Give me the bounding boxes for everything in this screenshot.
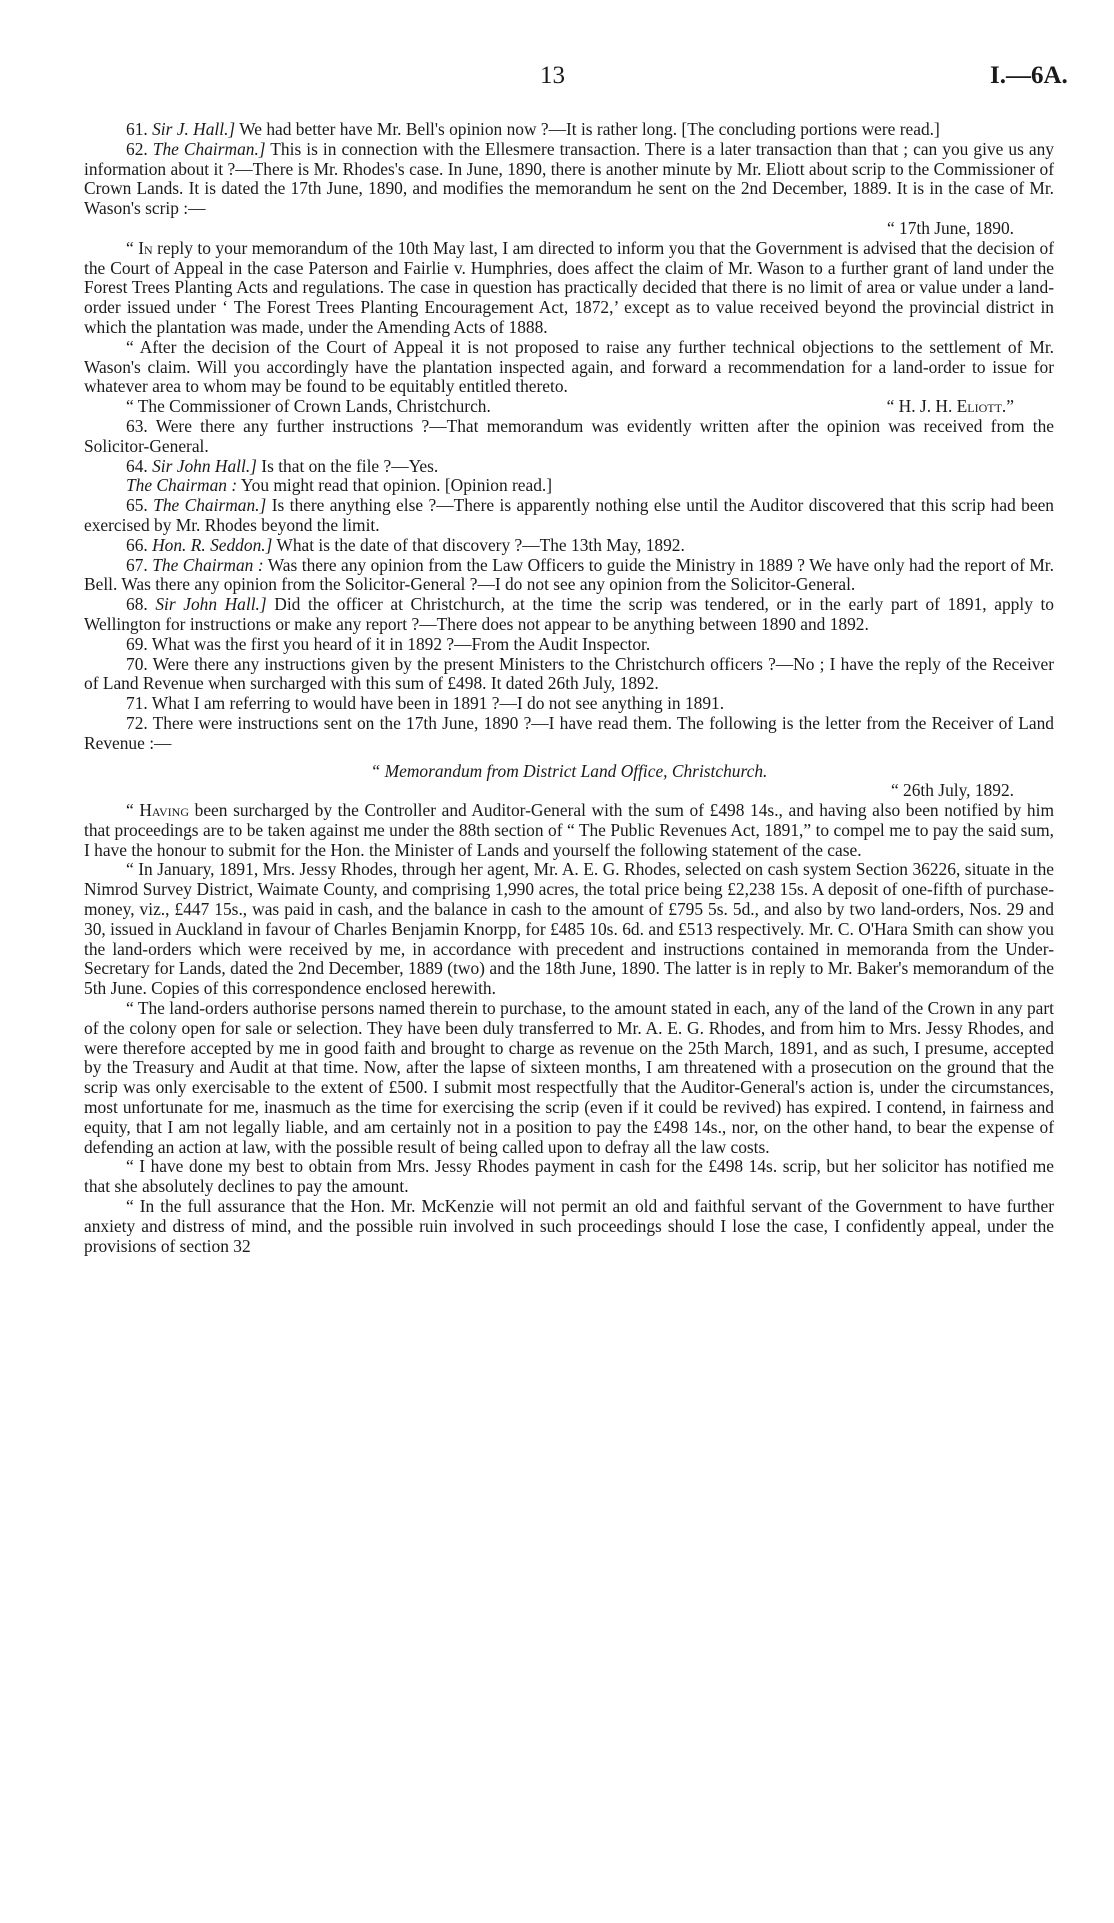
document-reference: I.—6A. [990,62,1068,89]
memorandum-paragraph: “ Having been surcharged by the Controller and Auditor-General with the sum of £498 14s., and having also been notified by him that proceedings are to be taken against me under the 88th section of “ The Public Revenues Act, 1891,” to compel me to pay the said sum, I have the honour to submit for the Hon. the Minister of Lands and yourself the following statement of the case. [84,800,1054,860]
page-number: 13 [540,62,565,89]
paragraph-61: 61. Sir J. Hall.] We had better have Mr. Bell's opinion now ?—It is rather long. [The concluding portions were read.] [126,119,940,139]
letter-paragraph: “ After the decision of the Court of Appeal it is not proposed to raise any further technical objections to the settlement of Mr. Wason's claim. Will you accordingly have the plantation inspected again, and forward a recommendation for a land-order to issue for whatever area to whom may be found to be equitably entitled thereto. [84,336,1054,397]
paragraph-67: 67. The Chairman : Was there any opinion from the Law Officers to guide the Ministry in 1889 ? We have only had the report of Mr. Bell. Was there any opinion from the Solicitor-General ?—I do not see any opinion from the Solicitor-General. [84,554,1054,595]
paragraph-69: 69. What was the first you heard of it in 1892 ?—From the Audit Inspector. [126,633,651,654]
paragraph-71: 71. What I am referring to would have been in 1891 ?—I do not see anything in 1891. [126,693,725,714]
paragraph-62: 62. The Chairman.] This is in connection with the Ellesmere transaction. There is a later transaction than that ; can you give us any information about it ?—There is Mr. Rhodes's case. In June, 1890, there is another minute by Mr. Eliott about scrip to the Commissioner of Crown Lands. It is dated the 17th June, 1890, and modifies the memorandum he sent on the 2nd December, 1889. It is in the case of Mr. Wason's scrip :— [84,138,1054,219]
memorandum-date: “ 26th July, 1892. [890,780,1014,801]
letter-addressee: “ The Commissioner of Crown Lands, Christchurch. [126,396,491,417]
memorandum-heading: “ Memorandum from District Land Office, Christchurch. [370,760,768,781]
paragraph-63: 63. Were there any further instructions ?—That memorandum was evidently written after the opinion was received from the Solicitor-General. [84,415,1054,456]
memorandum-paragraph: “ The land-orders authorise persons named therein to purchase, to the amount stated in each, any of the land of the Crown in any part of the colony open for sale or selection. They have been duly transferred to Mr. A. E. G. Rhodes, and from him to Mrs. Jessy Rhodes, and were therefore accepted by me in good faith and brought to charge as revenue on the 25th March, 1891, and as such, I presume, accepted by the Treasury and Audit at that time. Now, after the lapse of sixteen months, I am threatened with a prosecution on the ground that the scrip was only exercisable to the extent of £500. I submit most respectfully that the Auditor-General's action is, under the circumstances, most unfortunate for me, inasmuch as the time for exercising the scrip (even if it could be revived) has expired. I contend, in fairness and equity, that I am not legally liable, and am certainly not in a position to pay the £498 14s., nor, on the other hand, to bear the expense of defending an action at law, with the possible result of being called upon to defray all the law costs. [84,998,1054,1157]
paragraph-64: 64. Sir John Hall.] Is that on the file ?—Yes. [126,455,439,476]
paragraph-68: 68. Sir John Hall.] Did the officer at Christchurch, at the time the scrip was tendered, or in the early part of 1891, apply to Wellington for instructions or make any report ?—There does not appear to be anything between 1890 and 1892. [84,594,1055,634]
paragraph-66: 66. Hon. R. Seddon.] What is the date of that discovery ?—The 13th May, 1892. [126,534,685,555]
letter-paragraph: “ In reply to your memorandum of the 10th May last, I am directed to inform you that the Government is advised that the decision of the Court of Appeal in the case Paterson and Fairlie v. Humphries, does affect the claim of Mr. Wason to a further grant of land under the Forest Trees Planting Acts and regulations. The case in question has practically decided that there is no limit of area or value under a land-order issued under ‘ The Forest Trees Planting Encouragement Act, 1872,’ except as to value received beyond the provincial district in which the plantation was made, under the Amending Acts of 1888. [84,237,1054,337]
letter-signature: “ H. J. H. Eliott.” [886,396,1014,417]
letter-signature-line [84,397,1054,417]
paragraph-72: 72. There were instructions sent on the 17th June, 1890 ?—I have read them. The following is the letter from the Receiver of Land Revenue :— [84,712,1054,753]
memorandum-paragraph: “ In January, 1891, Mrs. Jessy Rhodes, through her agent, Mr. A. E. G. Rhodes, selected on cash system Section 36226, situate in the Nimrod Survey District, Waimate County, and comprising 1,990 acres, the total price being £2,238 15s. A deposit of one-fifth of purchase-money, viz., £447 15s., was paid in cash, and the balance in cash to the amount of £795 5s. 5d., and also by two land-orders, Nos. 29 and 30, issued in Auckland in favour of Charles Benjamin Knorpp, for £485 10s. 6d. and £513 respectively. Mr. C. O'Hara Smith can show you the land-orders which were received by me, in accordance with precedent and instructions contained in memoranda from the Under-Secretary for Lands, dated the 2nd December, 1889 (two) and the 18th June, 1890. The latter is in reply to Mr. Baker's memorandum of the 5th June. Copies of this correspondence enclosed herewith. [84,859,1054,999]
memorandum-paragraph: “ In the full assurance that the Hon. Mr. McKenzie will not permit an old and faithful servant of the Government to have further anxiety and distress of mind, and the possible ruin involved in such proceedings should I lose the case, I confidently appeal, under the provisions of section 32 [84,1196,1054,1256]
paragraph-70: 70. Were there any instructions given by the present Ministers to the Christchurch officers ?—No ; I have the reply of the Receiver of Land Revenue when surcharged with this sum of £498. It dated 26th July, 1892. [84,653,1054,694]
body-text [84,120,1054,1256]
memorandum-paragraph: “ I have done my best to obtain from Mrs. Jessy Rhodes payment in cash for the £498 14s. scrip, but her solicitor has notified me that she absolutely declines to pay the amount. [84,1156,1054,1197]
paragraph-65: 65. The Chairman.] Is there anything else ?—There is apparently nothing else until the Auditor discovered that this scrip had been exercised by Mr. Rhodes beyond the limit. [84,495,1054,535]
letter-date: “ 17th June, 1890. [886,217,1014,238]
paragraph-chairman: The Chairman : You might read that opinion. [Opinion read.] [126,475,553,496]
